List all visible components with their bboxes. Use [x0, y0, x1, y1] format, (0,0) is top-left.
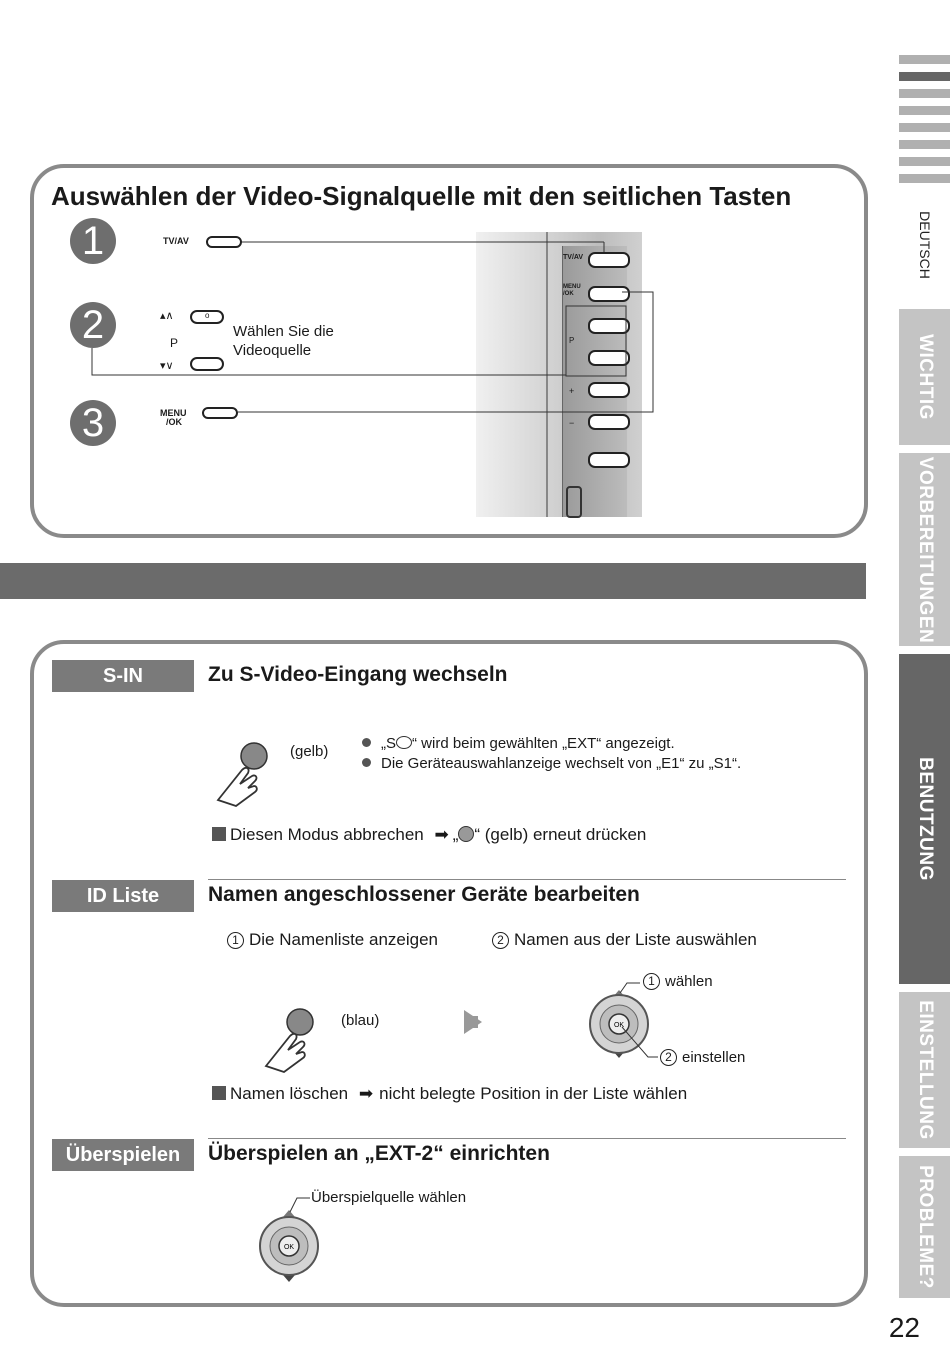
- section-divider-bar: [0, 563, 866, 599]
- tab-vorbereitungen[interactable]: VORBEREITUNGEN: [899, 453, 950, 646]
- sin-cancel-line: Diesen Modus abbrechen ➡ „ “ (gelb) erneut drücken: [212, 825, 646, 845]
- arrow-right-icon: ➡: [358, 1084, 374, 1103]
- tab-einstellung[interactable]: EINSTELLUNG: [899, 992, 950, 1148]
- tvav-label: TV/AV: [163, 236, 189, 246]
- source-select-label: Überspielquelle wählen: [311, 1189, 467, 1206]
- step-number-3: 3: [70, 400, 116, 446]
- tab-wichtig[interactable]: WICHTIG: [899, 309, 950, 445]
- tag-s-in: S-IN: [52, 660, 194, 692]
- tag-id-liste: ID Liste: [52, 880, 194, 912]
- square-bullet-icon: [212, 827, 226, 841]
- id-step-1: 1 Die Namenliste anzeigen: [227, 930, 438, 950]
- page-number: 22: [888, 1312, 920, 1343]
- select-label: 1 wählen: [643, 973, 713, 990]
- blue-button-press-icon: [260, 1006, 320, 1078]
- p-label: P: [170, 336, 179, 350]
- section-title: Auswählen der Video-Signalquelle mit den seitlichen Tasten: [51, 181, 792, 211]
- yellow-label: (gelb): [290, 743, 329, 760]
- delete-name-line: Namen löschen ➡ nicht belegte Position in der Liste wählen: [212, 1084, 687, 1104]
- tab-benutzung[interactable]: BENUTZUNG: [899, 654, 950, 984]
- sidebar-language: DEUTSCH: [916, 211, 933, 279]
- id-step-2: 2 Namen aus der Liste auswählen: [492, 930, 757, 950]
- yellow-button-icon: [458, 826, 474, 842]
- p-up-button[interactable]: o: [190, 310, 224, 324]
- heading-ueberspielen: Überspielen an „EXT-2“ einrichten: [208, 1142, 550, 1165]
- divider: [208, 879, 846, 880]
- down-arrows-icon: ▾∨: [160, 360, 174, 372]
- s-video-icon: [396, 736, 412, 749]
- up-arrows-icon: ▴∧: [160, 310, 174, 322]
- svg-text:OK: OK: [283, 1244, 295, 1251]
- tab-probleme[interactable]: PROBLEME?: [899, 1156, 950, 1298]
- step-number-1: 1: [70, 218, 116, 264]
- connector-lines: [0, 0, 870, 540]
- sin-bullet-1: „S “ wird beim gewählten „EXT“ angezeigt.: [362, 735, 675, 752]
- sidebar-stripes: [899, 0, 950, 190]
- heading-id-liste: Namen angeschlossener Geräte bearbeiten: [208, 883, 640, 906]
- divider: [208, 1138, 846, 1139]
- choose-source-text-2: Videoquelle: [233, 342, 312, 359]
- set-label: 2 einstellen: [660, 1049, 745, 1066]
- step-number-2: 2: [70, 302, 116, 348]
- choose-source-text-1: Wählen Sie die: [233, 323, 334, 340]
- sin-bullet-2: Die Geräteauswahlanzeige wechselt von „E1“ zu „S1“.: [362, 755, 741, 772]
- blue-label: (blau): [341, 1012, 380, 1029]
- svg-text:OK: OK: [613, 1022, 625, 1029]
- heading-s-video: Zu S-Video-Eingang wechseln: [208, 663, 508, 686]
- arrow-right-icon: ➡: [434, 825, 449, 844]
- yellow-button-press-icon: [212, 740, 272, 812]
- menu-label-2: /OK: [166, 417, 183, 427]
- menu-label-1: MENU: [160, 408, 187, 418]
- tag-ueberspielen: Überspielen: [52, 1139, 194, 1171]
- tv-side-panel-illustration: TV/AV MENU /OK P + −: [476, 232, 642, 517]
- square-bullet-icon: [212, 1086, 226, 1100]
